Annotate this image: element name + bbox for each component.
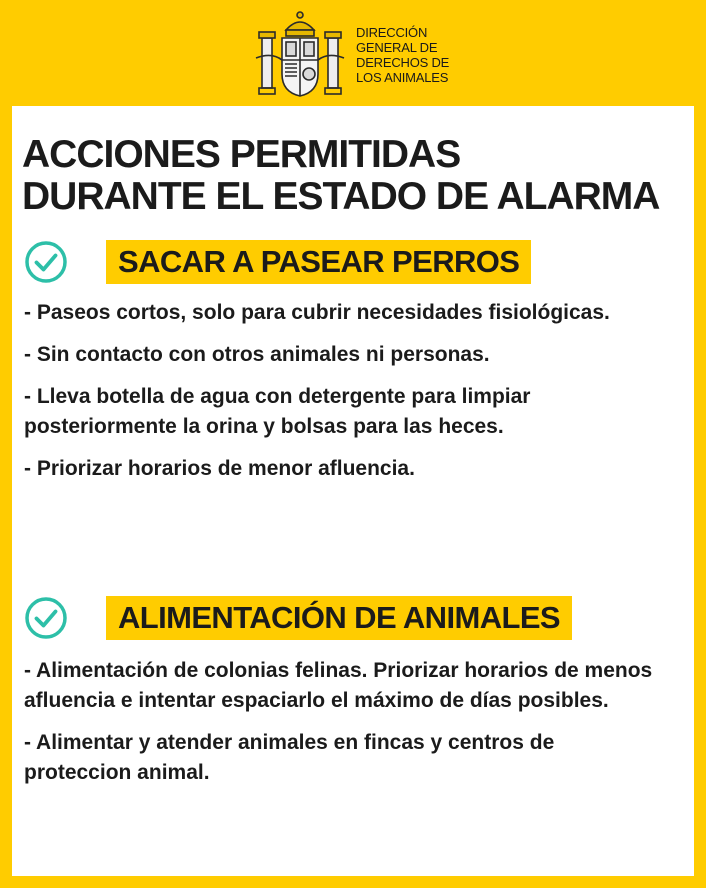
coat-of-arms-icon (252, 8, 348, 102)
title-line: DURANTE EL ESTADO DE ALARMA (22, 175, 660, 218)
content-panel (12, 106, 694, 876)
organization-line: DERECHOS DE (356, 55, 450, 70)
organization-name (356, 25, 449, 85)
header (0, 0, 706, 106)
list-item: - Lleva botella de agua con detergente para limpiar posteriormente la orina y bolsas para las heces. (24, 385, 531, 438)
organization-line: LOS ANIMALES (356, 70, 449, 85)
list-item: - Alimentación de colonias felinas. Priorizar horarios de menos afluencia e intentar espaciarlo el máximo de días posibles. (24, 659, 653, 712)
title-line: ACCIONES PERMITIDAS (22, 133, 461, 176)
section-items-walk-dogs (24, 298, 664, 484)
list-item: - Paseos cortos, solo para cubrir necesidades fisiológicas. (24, 301, 610, 324)
list-item: - Sin contacto con otros animales ni personas. (24, 343, 490, 366)
section-items-feed-animals (24, 656, 664, 788)
section-label: ALIMENTACIÓN DE ANIMALES (106, 596, 572, 640)
list-item: - Priorizar horarios de menor afluencia. (24, 457, 415, 480)
section-label: SACAR A PASEAR PERROS (106, 240, 531, 284)
organization-line: DIRECCIÓN (356, 25, 428, 40)
page-title (22, 134, 659, 218)
organization-line: GENERAL DE (356, 40, 438, 55)
list-item: - Alimentar y atender animales en fincas y centros de proteccion animal. (24, 731, 555, 784)
check-circle-icon (24, 240, 68, 284)
check-circle-icon (24, 596, 68, 640)
